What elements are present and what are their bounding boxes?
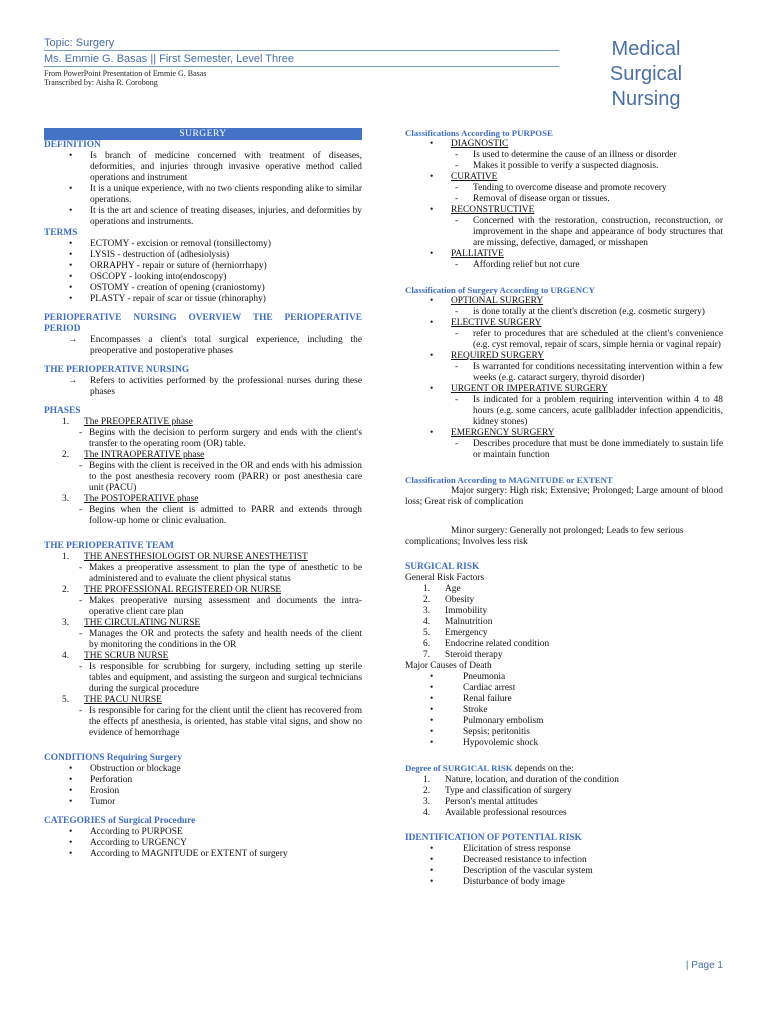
periop-nursing-heading: THE PERIOPERATIVE NURSING [44, 365, 190, 375]
team-desc: - Is responsible for scrubbing for surgery, including setting up sterile tables and equipment, and assisting the surgeon and surgical technicians during the surgical procedure [44, 662, 362, 695]
list-item: → Encompasses a client's total surgical experience, including the preoperative and postoperative phases [44, 335, 362, 357]
list-item: • Cardiac arrest [405, 683, 723, 694]
team-heading: THE PERIOPERATIVE TEAM [44, 541, 174, 551]
conditions-heading: CONDITIONS Requiring Surgery [44, 753, 183, 763]
page-number: | Page 1 [685, 960, 723, 971]
major-surgery: Major surgery: High risk; Extensive; Prolonged; Large amount of blood loss; Great risk of complication [405, 486, 723, 507]
urgency-title: • OPTIONAL SURGERY [405, 296, 723, 307]
list-item: • OSCOPY - looking into(endoscopy) [44, 272, 362, 283]
urgency-title: • URGENT OR IMPERATIVE SURGERY [405, 384, 723, 395]
general-risk-label: General Risk Factors [405, 573, 485, 583]
list-item: • ORRAPHY - repair or suture of (herniorrhapy) [44, 261, 362, 272]
list-item: • Pulmonary embolism [405, 716, 723, 727]
phase-desc: - Begins when the client is admitted to PARR and extends through follow-up home or clinic evaluation. [44, 505, 362, 527]
author-line: Ms. Emmie G. Basas || First Semester, Level Three [44, 53, 295, 65]
list-item: • Erosion [44, 786, 362, 797]
header-divider [44, 50, 559, 51]
phase-item: 2. The INTRAOPERATIVE phase [62, 450, 205, 460]
urgency-title: • REQUIRED SURGERY [405, 351, 723, 362]
section-title-bar: SURGERY [44, 128, 362, 140]
list-item: 4. Available professional resources [423, 808, 567, 818]
urgency-desc: - Describes procedure that must be done immediately to sustain life or maintain function [405, 439, 723, 461]
purpose-desc: - Is used to determine the cause of an illness or disorder [405, 150, 723, 161]
list-item: 5. Emergency [423, 628, 488, 638]
source-line: From PowerPoint Presentation of Emmie G. Basas [44, 69, 207, 78]
urgency-title: • EMERGENCY SURGERY [405, 428, 723, 439]
list-item: • PLASTY - repair of scar or tissue (rhinoraphy) [44, 294, 362, 305]
list-item: • Sepsis; peritonitis [405, 727, 723, 738]
purpose-title: • PALLIATIVE [405, 249, 723, 260]
phase-desc: - Begins with the decision to perform surgery and ends with the client's transfer to the operating room (OR) table. [44, 428, 362, 450]
list-item: • According to URGENCY [44, 838, 362, 849]
phase-item: 1. The PREOPERATIVE phase [62, 417, 193, 427]
list-item: • It is a unique experience, with no two clients responding alike to similar operations. [44, 184, 362, 206]
list-item: • ECTOMY - excision or removal (tonsillectomy) [44, 239, 362, 250]
major-causes-label: Major Causes of Death [405, 661, 492, 671]
purpose-title: • DIAGNOSTIC [405, 139, 723, 150]
list-item: • Stroke [405, 705, 723, 716]
periop-overview-heading: PERIOPERATIVE NURSING OVERVIEW THE PERIOPERATIVE PERIOD [44, 313, 362, 334]
urgency-heading: Classification of Surgery According to URGENCY [405, 285, 595, 295]
list-item: 1. Nature, location, and duration of the condition [423, 775, 619, 785]
categories-heading: CATEGORIES of Surgical Procedure [44, 816, 196, 826]
list-item: • According to MAGNITUDE or EXTENT of surgery [44, 849, 362, 860]
magnitude-heading: Classification According to MAGNITUDE or EXTENT [405, 475, 613, 485]
right-column [405, 128, 723, 888]
minor-surgery: Minor surgery: Generally not prolonged; Leads to few serious complications; Involves less risk [405, 526, 684, 547]
list-item: • Description of the vascular system [405, 866, 723, 877]
urgency-desc: - Is indicated for a problem requiring intervention within 4 to 48 hours (e.g. some cancers, acute gallbladder infection appendicitis, kidney stones) [405, 395, 723, 428]
purpose-desc: - Removal of disease organ or tissues. [405, 194, 723, 205]
list-item: 7. Steroid therapy [423, 650, 503, 660]
urgency-title: • ELECTIVE SURGERY [405, 318, 723, 329]
list-item: • Obstruction or blockage [44, 764, 362, 775]
purpose-desc: - Concerned with the restoration, construction, reconstruction, or improvement in the shape and appearance of body structures that are missing, defective, damaged, or misshapen [405, 216, 723, 249]
left-column [44, 128, 362, 860]
list-item: • Disturbance of body image [405, 877, 723, 888]
list-item: 4. Malnutrition [423, 617, 493, 627]
list-item: • LYSIS - destruction of (adhesiolysis) [44, 250, 362, 261]
team-item: 2. THE PROFESSIONAL REGISTERED OR NURSE [62, 585, 282, 595]
team-desc: - Makes preoperative nursing assessment and documents the intra-operative client care plan [44, 596, 362, 618]
phases-heading: PHASES [44, 406, 81, 416]
list-item: • It is the art and science of treating diseases, injuries, and deformities by operations and instruments. [44, 206, 362, 228]
brand-line-3: Nursing [611, 88, 681, 110]
list-item: 3. Immobility [423, 606, 488, 616]
risk-heading: SURGICAL RISK [405, 562, 480, 572]
definition-heading: DEFINITION [44, 140, 101, 150]
purpose-title: • RECONSTRUCTIVE [405, 205, 723, 216]
list-item: • Perforation [44, 775, 362, 786]
urgency-desc: - Is warranted for conditions necessitating intervention within a few weeks (e.g. cataract surgery, thyroid disorder) [405, 362, 723, 384]
list-item: • Decreased resistance to infection [405, 855, 723, 866]
list-item: • According to PURPOSE [44, 827, 362, 838]
team-desc: - Manages the OR and protects the safety and health needs of the client by monitoring the conditions in the OR [44, 629, 362, 651]
team-item: 1. THE ANESTHESIOLOGIST OR NURSE ANESTHETIST [62, 552, 308, 562]
list-item: • Renal failure [405, 694, 723, 705]
team-item: 4. THE SCRUB NURSE [62, 651, 169, 661]
terms-heading: TERMS [44, 228, 78, 238]
urgency-desc: - refer to procedures that are scheduled at the client's convenience (e.g. cyst removal, repair of scars, simple hernia or vaginal repair) [405, 329, 723, 351]
list-item: → Refers to activities performed by the professional nurses during these phases [44, 376, 362, 398]
purpose-title: • CURATIVE [405, 172, 723, 183]
phase-desc: - Begins with the client is received in the OR and ends with his admission to the post anesthesia recovery room (PARR) or post anesthesia care unit (PACU) [44, 461, 362, 494]
purpose-desc: - Affording relief but not cure [405, 260, 723, 271]
list-item: • Tumor [44, 797, 362, 808]
topic-line: Topic: Surgery [44, 37, 115, 49]
list-item: 2. Obesity [423, 595, 475, 605]
degree-line: Degree of SURGICAL RISK depends on the: [405, 763, 574, 774]
team-desc: - Is responsible for caring for the client until the client has recovered from the effects pf anesthesia, is oriented, has stable vital signs, and show no evidence of hemorrhage [44, 706, 362, 739]
brand-title [600, 37, 692, 112]
list-item: 2. Type and classification of surgery [423, 786, 572, 796]
header-divider-2 [44, 66, 559, 67]
potential-risk-heading: IDENTIFICATION OF POTENTIAL RISK [405, 833, 582, 843]
transcribed-line: Transcribed by: Aisha R. Corobong [44, 78, 158, 87]
urgency-desc: - is done totally at the client's discretion (e.g. cosmetic surgery) [405, 307, 723, 318]
brand-line-1: Medical [611, 38, 681, 60]
list-item: • Elicitation of stress response [405, 844, 723, 855]
list-item: • Hypovolemic shock [405, 738, 723, 749]
list-item: 3. Person's mental attitudes [423, 797, 538, 807]
team-item: 3. THE CIRCULATING NURSE [62, 618, 201, 628]
phase-item: 3. The POSTOPERATIVE phase [62, 494, 199, 504]
list-item: 6. Endocrine related condition [423, 639, 550, 649]
team-item: 5. THE PACU NURSE [62, 695, 162, 705]
list-item: • OSTOMY - creation of opening (craniostomy) [44, 283, 362, 294]
list-item: • Pneumonia [405, 672, 723, 683]
list-item: • Is branch of medicine concerned with treatment of diseases, deformities, and injuries through invasive operative method called operations and instrument [44, 151, 362, 184]
list-item: 1. Age [423, 584, 461, 594]
team-desc: - Makes a preoperative assessment to plan the type of anesthetic to be administered and to evaluate the client physical status [44, 563, 362, 585]
purpose-desc: - Makes it possible to verify a suspected diagnosis. [405, 161, 723, 172]
purpose-desc: - Tending to overcome disease and promote recovery [405, 183, 723, 194]
purpose-heading: Classifications According to PURPOSE [405, 128, 553, 138]
brand-line-2: Surgical [609, 63, 683, 85]
